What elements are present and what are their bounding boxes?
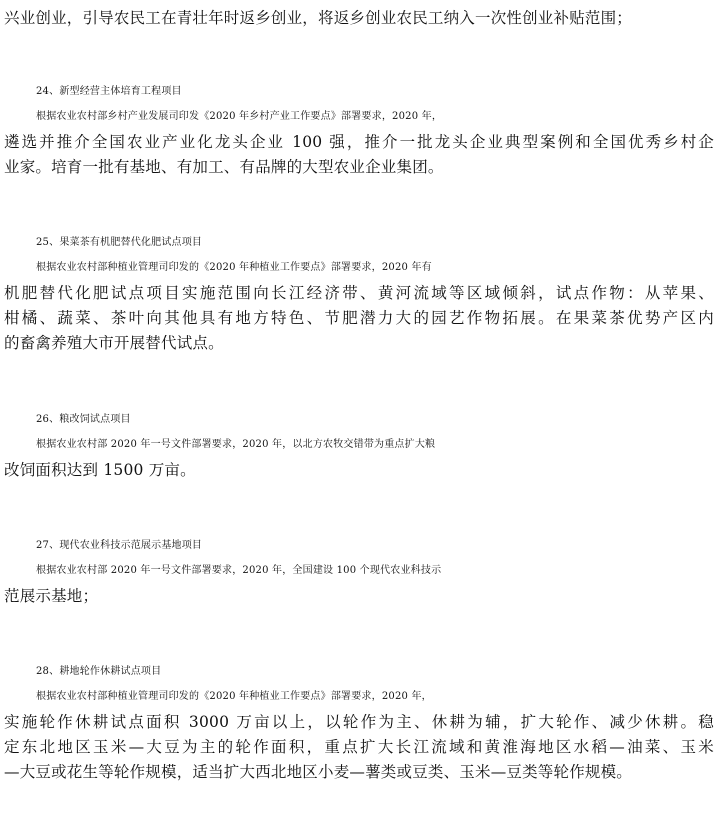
section-26-title: 26、粮改饲试点项目 <box>36 414 131 425</box>
section-28-title: 28、耕地轮作休耕试点项目 <box>36 666 162 677</box>
section-25-line-4: 的畜禽养殖大市开展替代试点。 <box>4 334 224 352</box>
section-26-line-1: 根据农业农村部 2020 年一号文件部署要求，2020 年，以北方农牧交错带为重点扩大粮 <box>36 439 436 450</box>
section-27-line-2: 范展示基地； <box>4 587 99 605</box>
intro-tail-line: 兴业创业，引导农民工在青壮年时返乡创业，将返乡创业农民工纳入一次性创业补贴范围； <box>4 9 633 27</box>
section-25-line-3: 柑橘、蔬菜、茶叶向其他具有地方特色、节肥潜力大的园艺作物拓展。在果菜茶优势产区内 <box>4 309 714 327</box>
section-24-title: 24、新型经营主体培育工程项目 <box>36 86 182 97</box>
section-24-line-3: 业家。培育一批有基地、有加工、有品牌的大型农业企业集团。 <box>4 158 444 176</box>
section-27-title: 27、现代农业科技示范展示基地项目 <box>36 540 203 551</box>
section-24-line-1: 根据农业农村部乡村产业发展司印发《2020 年乡村产业工作要点》部署要求，2020 年， <box>36 111 443 122</box>
section-25-title: 25、果菜茶有机肥替代化肥试点项目 <box>36 237 203 248</box>
section-25-line-2: 机肥替代化肥试点项目实施范围向长江经济带、黄河流域等区域倾斜，试点作物：从苹果、 <box>4 284 714 302</box>
section-24-line-2: 遴选并推介全国农业产业化龙头企业 100 强，推介一批龙头企业典型案例和全国优秀乡村企 <box>4 133 714 151</box>
section-27-line-1: 根据农业农村部 2020 年一号文件部署要求，2020 年，全国建设 100 个现代农业科技示 <box>36 565 442 576</box>
section-28-line-1: 根据农业农村部种植业管理司印发的《2020 年种植业工作要点》部署要求，2020 年， <box>36 691 432 702</box>
section-25-line-1: 根据农业农村部种植业管理司印发的《2020 年种植业工作要点》部署要求，2020 年有 <box>36 262 432 273</box>
section-28-line-4: —大豆或花生等轮作规模，适当扩大西北地区小麦—薯类或豆类、玉米—豆类等轮作规模。 <box>4 763 633 781</box>
section-26-line-2: 改饲面积达到 1500 万亩。 <box>4 461 196 479</box>
section-28-line-3: 定东北地区玉米—大豆为主的轮作面积，重点扩大长江流域和黄淮海地区水稻—油菜、玉米 <box>4 738 714 756</box>
section-28-line-2: 实施轮作休耕试点面积 3000 万亩以上，以轮作为主、休耕为辅，扩大轮作、减少休耕。稳 <box>4 713 714 731</box>
